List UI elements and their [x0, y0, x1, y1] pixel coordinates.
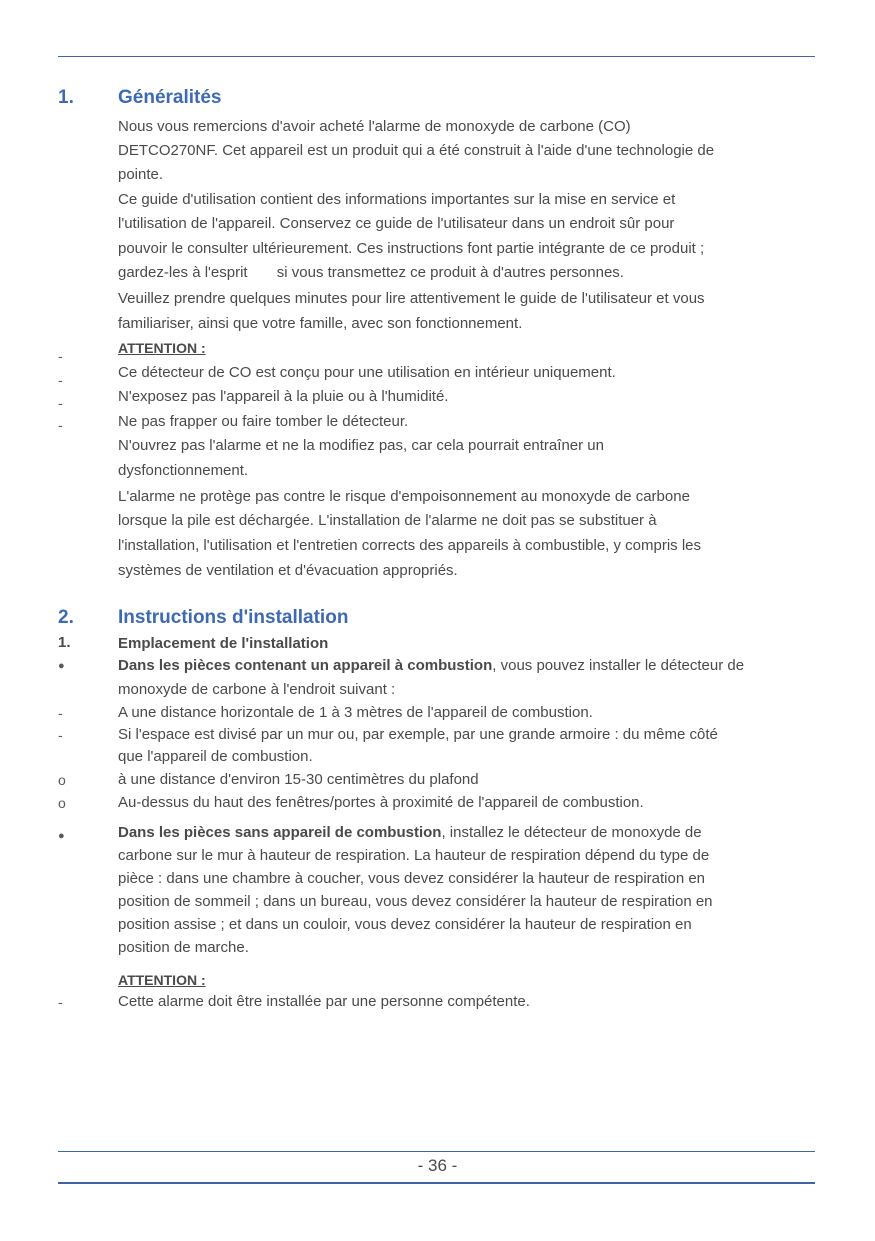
footer-rule-top: [58, 1151, 815, 1152]
bullet-item-text: , installez le détecteur de monoxyde de: [441, 824, 702, 841]
header-rule: [58, 56, 815, 57]
warning-line: dysfonctionnement.: [118, 462, 249, 479]
warning-line: l'installation, l'utilisation et l'entretien corrects des appareils à combustible, y compris les: [118, 537, 702, 554]
section-number: 1.: [58, 87, 74, 108]
final-warning: Cette alarme doit être installée par une personne compétente.: [118, 993, 530, 1010]
warning-line: systèmes de ventilation et d'évacuation appropriés.: [118, 562, 458, 579]
warning-line: Ne pas frapper ou faire tomber le détecteur.: [118, 413, 409, 430]
paragraph-line: Nous vous remercions d'avoir acheté l'alarme de monoxyde de carbone (CO): [118, 118, 631, 135]
paragraph-line: l'utilisation de l'appareil. Conservez ce guide de l'utilisateur dans un endroit sûr pour: [118, 215, 675, 232]
bullet-marker: ●: [58, 830, 65, 842]
dash-marker: -: [58, 994, 63, 1010]
attention-label: ATTENTION :: [118, 340, 206, 356]
paragraph-line: pointe.: [118, 166, 164, 183]
page-number: - 36 -: [417, 1156, 458, 1175]
bullet-item-line: carbone sur le mur à hauteur de respiration. La hauteur de respiration dépend du type de: [118, 847, 710, 864]
warning-line: Ce détecteur de CO est conçu pour une utilisation en intérieur uniquement.: [118, 364, 616, 381]
paragraph-line: Ce guide d'utilisation contient des informations importantes sur la mise en service et: [118, 191, 676, 208]
section-number: 2.: [58, 607, 74, 628]
footer-rule-bottom: [58, 1182, 815, 1184]
subsection-number: 1.: [58, 634, 71, 651]
circle-marker: o: [58, 795, 66, 811]
bullet-item-line: position de marche.: [118, 939, 249, 956]
dash-item: A une distance horizontale de 1 à 3 mètres de l'appareil de combustion.: [118, 704, 593, 721]
dash-item: Si l'espace est divisé par un mur ou, par exemple, par une grande armoire : du même côté: [118, 726, 718, 743]
section-title: Généralités: [118, 87, 222, 108]
circle-item: à une distance d'environ 15-30 centimètres du plafond: [118, 771, 479, 788]
warning-line: N'exposez pas l'appareil à la pluie ou à l'humidité.: [118, 388, 449, 405]
dash-marker: -: [58, 727, 63, 743]
bullet-item-text: , vous pouvez installer le détecteur de: [492, 657, 745, 674]
bullet-marker: ●: [58, 660, 65, 672]
bullet-item-lead: Dans les pièces contenant un appareil à combustion: [118, 657, 493, 674]
bullet-item-line: monoxyde de carbone à l'endroit suivant :: [118, 681, 396, 698]
paragraph-line: gardez-les à l'esprit si vous transmettez ce produit à d'autres personnes.: [118, 264, 624, 281]
dash-marker: -: [58, 348, 63, 364]
bullet-item-line: pièce : dans une chambre à coucher, vous devez considérer la hauteur de respiration en: [118, 870, 706, 887]
warning-line: lorsque la pile est déchargée. L'installation de l'alarme ne doit pas se substituer à: [118, 512, 657, 529]
paragraph-line: DETCO270NF. Cet appareil est un produit qui a été construit à l'aide d'une technologie de: [118, 142, 715, 159]
bullet-item: [118, 655, 744, 677]
dash-marker: -: [58, 705, 63, 721]
bullet-item: [118, 822, 702, 844]
paragraph-line: familiariser, ainsi que votre famille, avec son fonctionnement.: [118, 315, 523, 332]
paragraph-line: pouvoir le consulter ultérieurement. Ces instructions font partie intégrante de ce produit ;: [118, 240, 705, 257]
warning-line: L'alarme ne protège pas contre le risque d'empoisonnement au monoxyde de carbone: [118, 488, 690, 505]
dash-item-line: que l'appareil de combustion.: [118, 748, 313, 765]
warning-line: N'ouvrez pas l'alarme et ne la modifiez pas, car cela pourrait entraîner un: [118, 437, 604, 454]
section-title: Instructions d'installation: [118, 607, 349, 628]
circle-item: Au-dessus du haut des fenêtres/portes à proximité de l'appareil de combustion.: [118, 794, 644, 811]
dash-marker: -: [58, 417, 63, 433]
dash-marker: -: [58, 395, 63, 411]
dash-marker: -: [58, 372, 63, 388]
attention-label: ATTENTION :: [118, 972, 206, 988]
bullet-item-lead: Dans les pièces sans appareil de combustion: [118, 824, 442, 841]
bullet-item-line: position assise ; et dans un couloir, vous devez considérer la hauteur de respiration en: [118, 916, 692, 933]
paragraph-line: Veuillez prendre quelques minutes pour lire attentivement le guide de l'utilisateur et vous: [118, 290, 705, 307]
bullet-item-line: position de sommeil ; dans un bureau, vous devez considérer la hauteur de respiration en: [118, 893, 713, 910]
circle-marker: o: [58, 772, 66, 788]
subsection-title: Emplacement de l'installation: [118, 635, 329, 652]
